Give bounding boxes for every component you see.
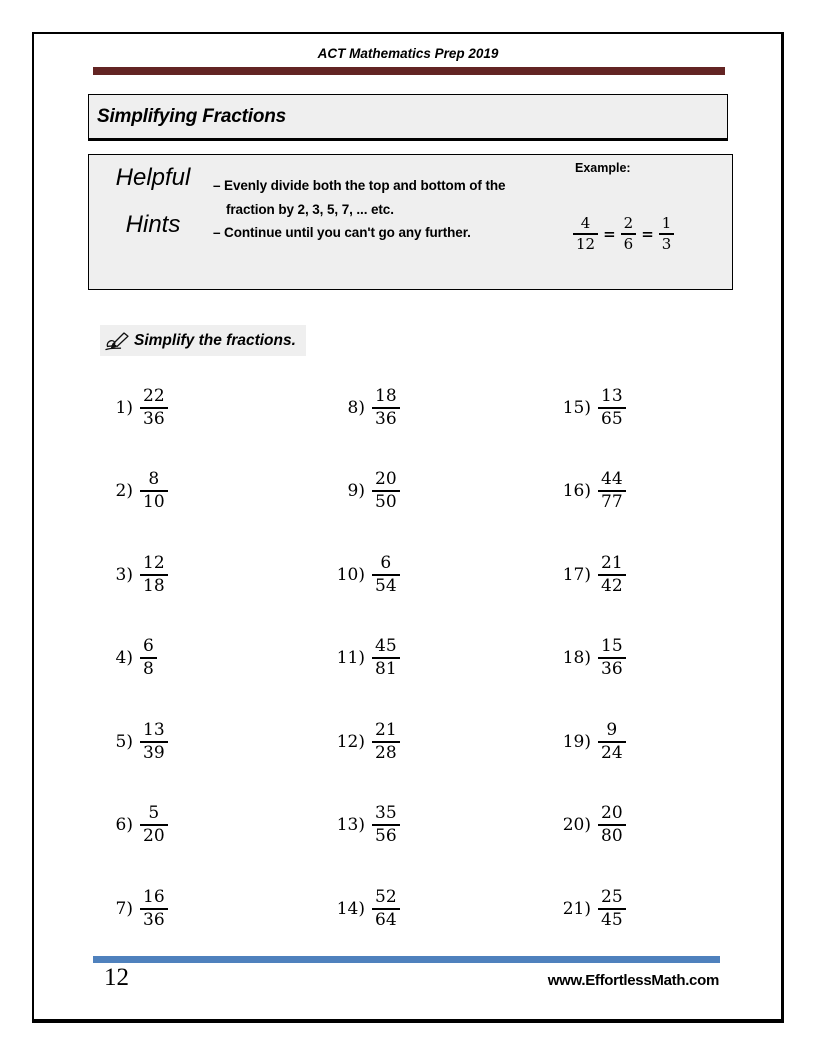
fraction bbox=[140, 554, 168, 596]
fraction-denominator: 12 bbox=[576, 234, 596, 253]
problem-number: 14) bbox=[336, 898, 365, 919]
problem-number: 17) bbox=[562, 564, 591, 585]
problem-number: 12) bbox=[336, 731, 365, 752]
fraction-numerator: 21 bbox=[372, 721, 400, 743]
fraction-numerator: 1 bbox=[659, 215, 675, 235]
section-title-box bbox=[88, 94, 728, 141]
book-header-title: ACT Mathematics Prep 2019 bbox=[317, 46, 499, 61]
problem-item bbox=[333, 450, 400, 534]
problems-column-1 bbox=[101, 366, 168, 951]
instruction-text: Simplify the fractions. bbox=[134, 331, 296, 349]
website-link[interactable]: www.EffortlessMath.com bbox=[547, 972, 719, 989]
fraction bbox=[598, 888, 626, 930]
fraction-numerator: 22 bbox=[140, 387, 168, 409]
fraction bbox=[598, 387, 626, 429]
fraction-denominator: 8 bbox=[143, 659, 154, 680]
fraction-denominator: 3 bbox=[661, 234, 672, 253]
fraction-denominator: 39 bbox=[143, 742, 165, 763]
section-title: Simplifying Fractions bbox=[97, 105, 286, 127]
fraction-denominator: 36 bbox=[375, 408, 397, 429]
fraction-numerator: 13 bbox=[140, 721, 168, 743]
problem-item bbox=[559, 366, 626, 450]
fraction bbox=[372, 804, 400, 846]
hint-line: fraction by 2, 3, 5, 7, ... etc. bbox=[226, 201, 394, 217]
fraction-denominator: 24 bbox=[601, 742, 623, 763]
fraction-numerator: 20 bbox=[598, 804, 626, 826]
fraction bbox=[140, 470, 168, 512]
problem-number: 10) bbox=[336, 564, 365, 585]
example-equation bbox=[573, 215, 674, 252]
fraction-numerator: 12 bbox=[140, 554, 168, 576]
fraction-denominator: 36 bbox=[143, 909, 165, 930]
fraction bbox=[598, 721, 626, 763]
problem-item bbox=[101, 784, 168, 868]
problem-number: 18) bbox=[562, 648, 591, 669]
problem-number: 15) bbox=[562, 397, 591, 418]
fraction bbox=[372, 387, 400, 429]
hint-line: – Evenly divide both the top and bottom of the bbox=[213, 178, 506, 193]
problem-item bbox=[333, 867, 400, 951]
fraction-denominator: 56 bbox=[375, 826, 397, 847]
fraction-numerator: 25 bbox=[598, 888, 626, 910]
problem-number: 8) bbox=[347, 397, 365, 418]
problem-item bbox=[101, 450, 168, 534]
fraction-denominator: 81 bbox=[375, 659, 397, 680]
problem-item bbox=[333, 366, 400, 450]
fraction-numerator: 6 bbox=[372, 554, 400, 576]
hint-line: – Continue until you can't go any further. bbox=[213, 225, 471, 240]
fraction-numerator: 4 bbox=[573, 215, 598, 235]
problem-item bbox=[559, 700, 626, 784]
problem-item bbox=[333, 700, 400, 784]
fraction bbox=[598, 554, 626, 596]
fraction-denominator: 64 bbox=[375, 909, 397, 930]
fraction-denominator: 77 bbox=[601, 492, 623, 513]
fraction-numerator: 6 bbox=[140, 637, 157, 659]
problem-item bbox=[101, 533, 168, 617]
problem-number: 9) bbox=[347, 481, 365, 502]
hints-label-line2: Hints bbox=[125, 210, 181, 238]
problem-number: 4) bbox=[115, 648, 133, 669]
fraction bbox=[372, 888, 400, 930]
example-label: Example: bbox=[575, 161, 631, 175]
problem-item bbox=[101, 700, 168, 784]
fraction bbox=[140, 387, 168, 429]
fraction-denominator: 36 bbox=[601, 659, 623, 680]
problem-number: 16) bbox=[562, 481, 591, 502]
problem-number: 21) bbox=[562, 898, 591, 919]
fraction-denominator: 80 bbox=[601, 826, 623, 847]
fraction bbox=[372, 637, 400, 679]
fraction-numerator: 13 bbox=[598, 387, 626, 409]
problem-item bbox=[559, 450, 626, 534]
problem-number: 3) bbox=[115, 564, 133, 585]
problem-item bbox=[333, 617, 400, 701]
fraction-numerator: 45 bbox=[372, 637, 400, 659]
fraction bbox=[140, 721, 168, 763]
fraction bbox=[598, 637, 626, 679]
header-divider-bar bbox=[93, 67, 725, 75]
hints-text bbox=[213, 174, 563, 245]
problem-number: 7) bbox=[115, 898, 133, 919]
fraction bbox=[573, 215, 598, 252]
fraction-denominator: 45 bbox=[601, 909, 623, 930]
problem-number: 19) bbox=[562, 731, 591, 752]
fraction bbox=[140, 804, 168, 846]
fraction-denominator: 18 bbox=[143, 575, 165, 596]
problem-item bbox=[101, 617, 168, 701]
fraction-numerator: 35 bbox=[372, 804, 400, 826]
fraction-denominator: 42 bbox=[601, 575, 623, 596]
problem-number: 5) bbox=[115, 731, 133, 752]
instruction-banner bbox=[100, 325, 306, 356]
problem-item bbox=[333, 533, 400, 617]
fraction bbox=[659, 215, 675, 252]
problem-item bbox=[559, 784, 626, 868]
problem-number: 13) bbox=[336, 815, 365, 836]
problem-item bbox=[101, 366, 168, 450]
helpful-hints-box bbox=[88, 154, 733, 290]
fraction-numerator: 16 bbox=[140, 888, 168, 910]
fraction-denominator: 36 bbox=[143, 408, 165, 429]
fraction-numerator: 2 bbox=[621, 215, 637, 235]
fraction bbox=[372, 721, 400, 763]
footer-divider-bar bbox=[93, 956, 720, 963]
problem-number: 6) bbox=[115, 815, 133, 836]
fraction-numerator: 20 bbox=[372, 470, 400, 492]
fraction bbox=[598, 804, 626, 846]
fraction-denominator: 10 bbox=[143, 492, 165, 513]
problem-item bbox=[101, 867, 168, 951]
hints-label bbox=[97, 164, 209, 238]
fraction-numerator: 52 bbox=[372, 888, 400, 910]
fraction bbox=[140, 637, 157, 679]
fraction-denominator: 20 bbox=[143, 826, 165, 847]
fraction-numerator: 44 bbox=[598, 470, 626, 492]
fraction-denominator: 28 bbox=[375, 742, 397, 763]
fraction-denominator: 65 bbox=[601, 408, 623, 429]
problems-column-3 bbox=[559, 366, 626, 951]
problem-item bbox=[559, 617, 626, 701]
problem-item bbox=[559, 533, 626, 617]
problem-item bbox=[559, 867, 626, 951]
problem-number: 11) bbox=[336, 648, 365, 669]
problems-column-2 bbox=[333, 366, 400, 951]
fraction-denominator: 54 bbox=[375, 575, 397, 596]
fraction bbox=[140, 888, 168, 930]
fraction bbox=[372, 554, 400, 596]
fraction-numerator: 15 bbox=[598, 637, 626, 659]
equals-sign: = bbox=[641, 224, 654, 243]
fraction-denominator: 50 bbox=[375, 492, 397, 513]
problem-item bbox=[333, 784, 400, 868]
writing-hand-icon bbox=[104, 330, 131, 352]
fraction bbox=[372, 470, 400, 512]
hints-label-line1: Helpful bbox=[115, 164, 191, 191]
problem-number: 1) bbox=[115, 397, 133, 418]
equals-sign: = bbox=[603, 224, 616, 243]
problem-number: 20) bbox=[562, 815, 591, 836]
fraction bbox=[598, 470, 626, 512]
fraction-denominator: 6 bbox=[623, 234, 634, 253]
fraction-numerator: 9 bbox=[598, 721, 626, 743]
fraction-numerator: 8 bbox=[140, 470, 168, 492]
fraction bbox=[621, 215, 637, 252]
fraction-numerator: 21 bbox=[598, 554, 626, 576]
fraction-numerator: 18 bbox=[372, 387, 400, 409]
page-number: 12 bbox=[104, 964, 129, 991]
problem-number: 2) bbox=[115, 481, 133, 502]
fraction-numerator: 5 bbox=[140, 804, 168, 826]
